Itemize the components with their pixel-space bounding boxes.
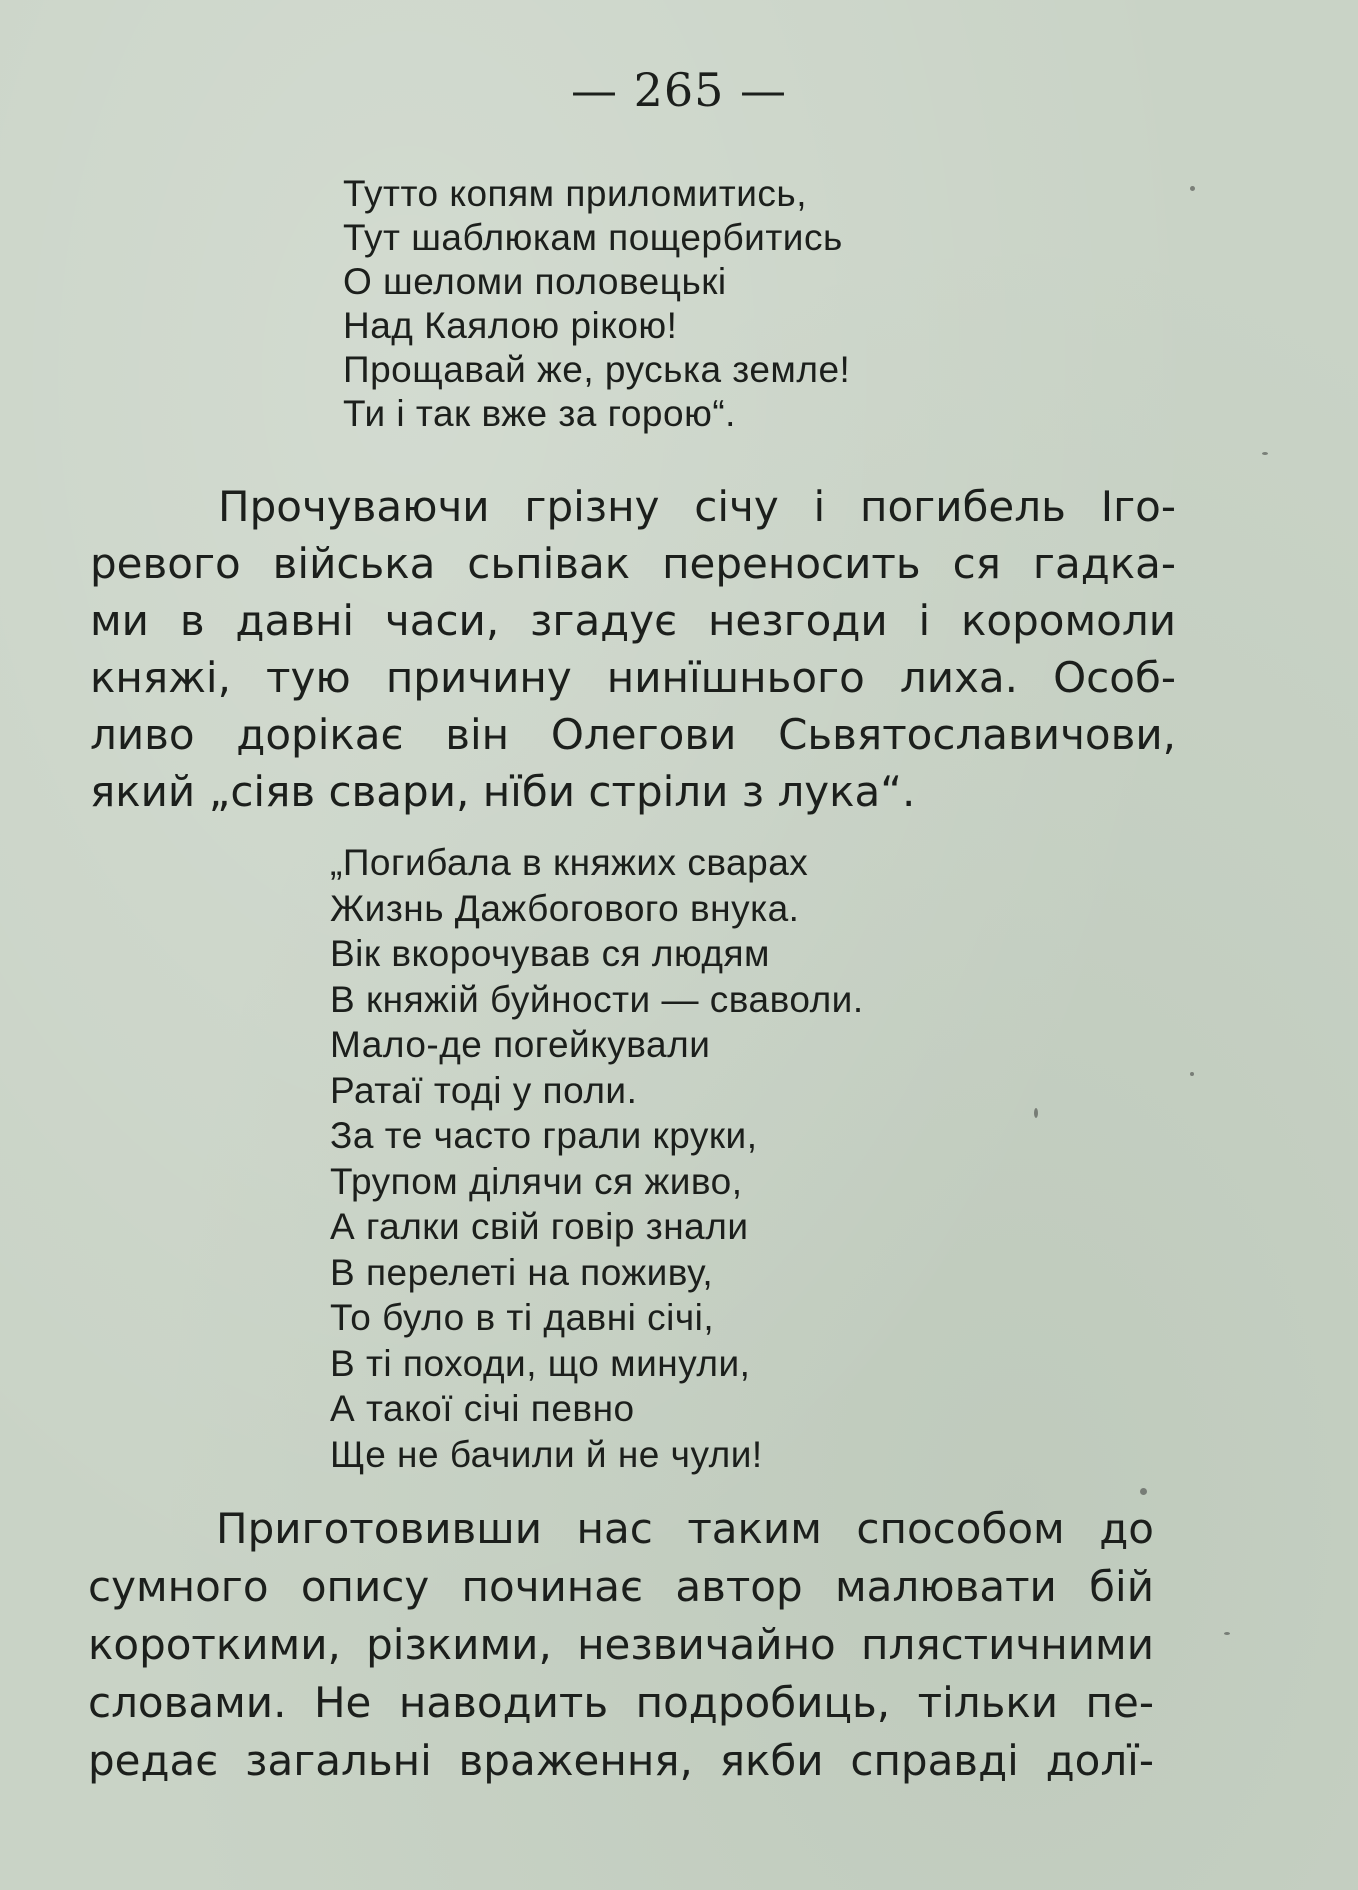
verse-line: В княжій буйности — сваволи.	[330, 978, 864, 1020]
verse-line: То було в ті давні січі,	[330, 1297, 715, 1338]
verse-line: Тут шаблюкам пощербитись	[343, 217, 843, 258]
verse-line: В перелеті на поживу,	[330, 1251, 714, 1293]
verse-line: В ті походи, що минули,	[330, 1342, 751, 1384]
verse-line: А галки свій говір знали	[330, 1206, 749, 1247]
verse-line: Ти і так вже за горою“.	[343, 393, 736, 434]
print-speck	[1190, 1072, 1194, 1076]
verse-line: Трупом ділячи ся живо,	[330, 1160, 743, 1202]
verse-line: О шеломи половецькі	[343, 261, 727, 302]
print-speck	[1262, 452, 1268, 455]
verse-line: Ще не бачили й не чули!	[330, 1433, 763, 1475]
print-speck	[1140, 1488, 1147, 1495]
print-speck	[1034, 1108, 1038, 1118]
verse-line: Жизнь Дажбогового внука.	[330, 887, 800, 929]
verse-line: „Погибала в княжих сварах	[330, 842, 809, 883]
paragraph-line: ливо дорікає він Олегови Сьвятославичови,	[90, 710, 1176, 759]
print-speck	[1190, 186, 1195, 191]
verse-line: Над Каялою рікою!	[343, 305, 678, 346]
paragraph-line: ми в давні часи, згадує незгоди і коромоли	[90, 596, 1176, 645]
page-number: — 265 —	[570, 63, 788, 117]
print-speck	[1224, 1632, 1230, 1635]
paragraph-line: редає загальні враження, якби справді долї-	[88, 1736, 1154, 1785]
paragraph-line: короткими, різкими, незвичайно плястичними	[88, 1620, 1154, 1669]
verse-line: А такої січі певно	[330, 1388, 635, 1429]
verse-stanza-2	[330, 840, 864, 1477]
verse-line: Вік вкорочував ся людям	[330, 933, 770, 974]
paragraph-line: який „сіяв свари, нїби стріли з лука“.	[90, 767, 916, 816]
verse-line: Прощавай же, руська земле!	[343, 349, 851, 390]
paragraph-line: словами. Не наводить подробиць, тільки пе-	[88, 1678, 1154, 1727]
paragraph-1	[90, 478, 1176, 820]
paragraph-line: Приготовивши нас таким способом до	[216, 1504, 1154, 1553]
paragraph-line: сумного опису починає автор малювати бій	[88, 1562, 1154, 1611]
paragraph-2	[88, 1500, 1154, 1790]
paragraph-line: княжі, тую причину нинїшнього лиха. Особ-	[90, 653, 1176, 702]
verse-line: Мало-де погейкували	[330, 1024, 711, 1065]
verse-line: Тутто копям приломитись,	[343, 173, 807, 214]
paragraph-line: ревого війська сьпівак переносить ся гадка-	[90, 539, 1176, 588]
verse-stanza-1	[343, 172, 850, 436]
verse-line: Ратаї тоді у поли.	[330, 1069, 638, 1111]
verse-line: За те часто грали круки,	[330, 1115, 758, 1156]
paragraph-line: Прочуваючи грізну січу і погибель Іго-	[218, 482, 1176, 531]
